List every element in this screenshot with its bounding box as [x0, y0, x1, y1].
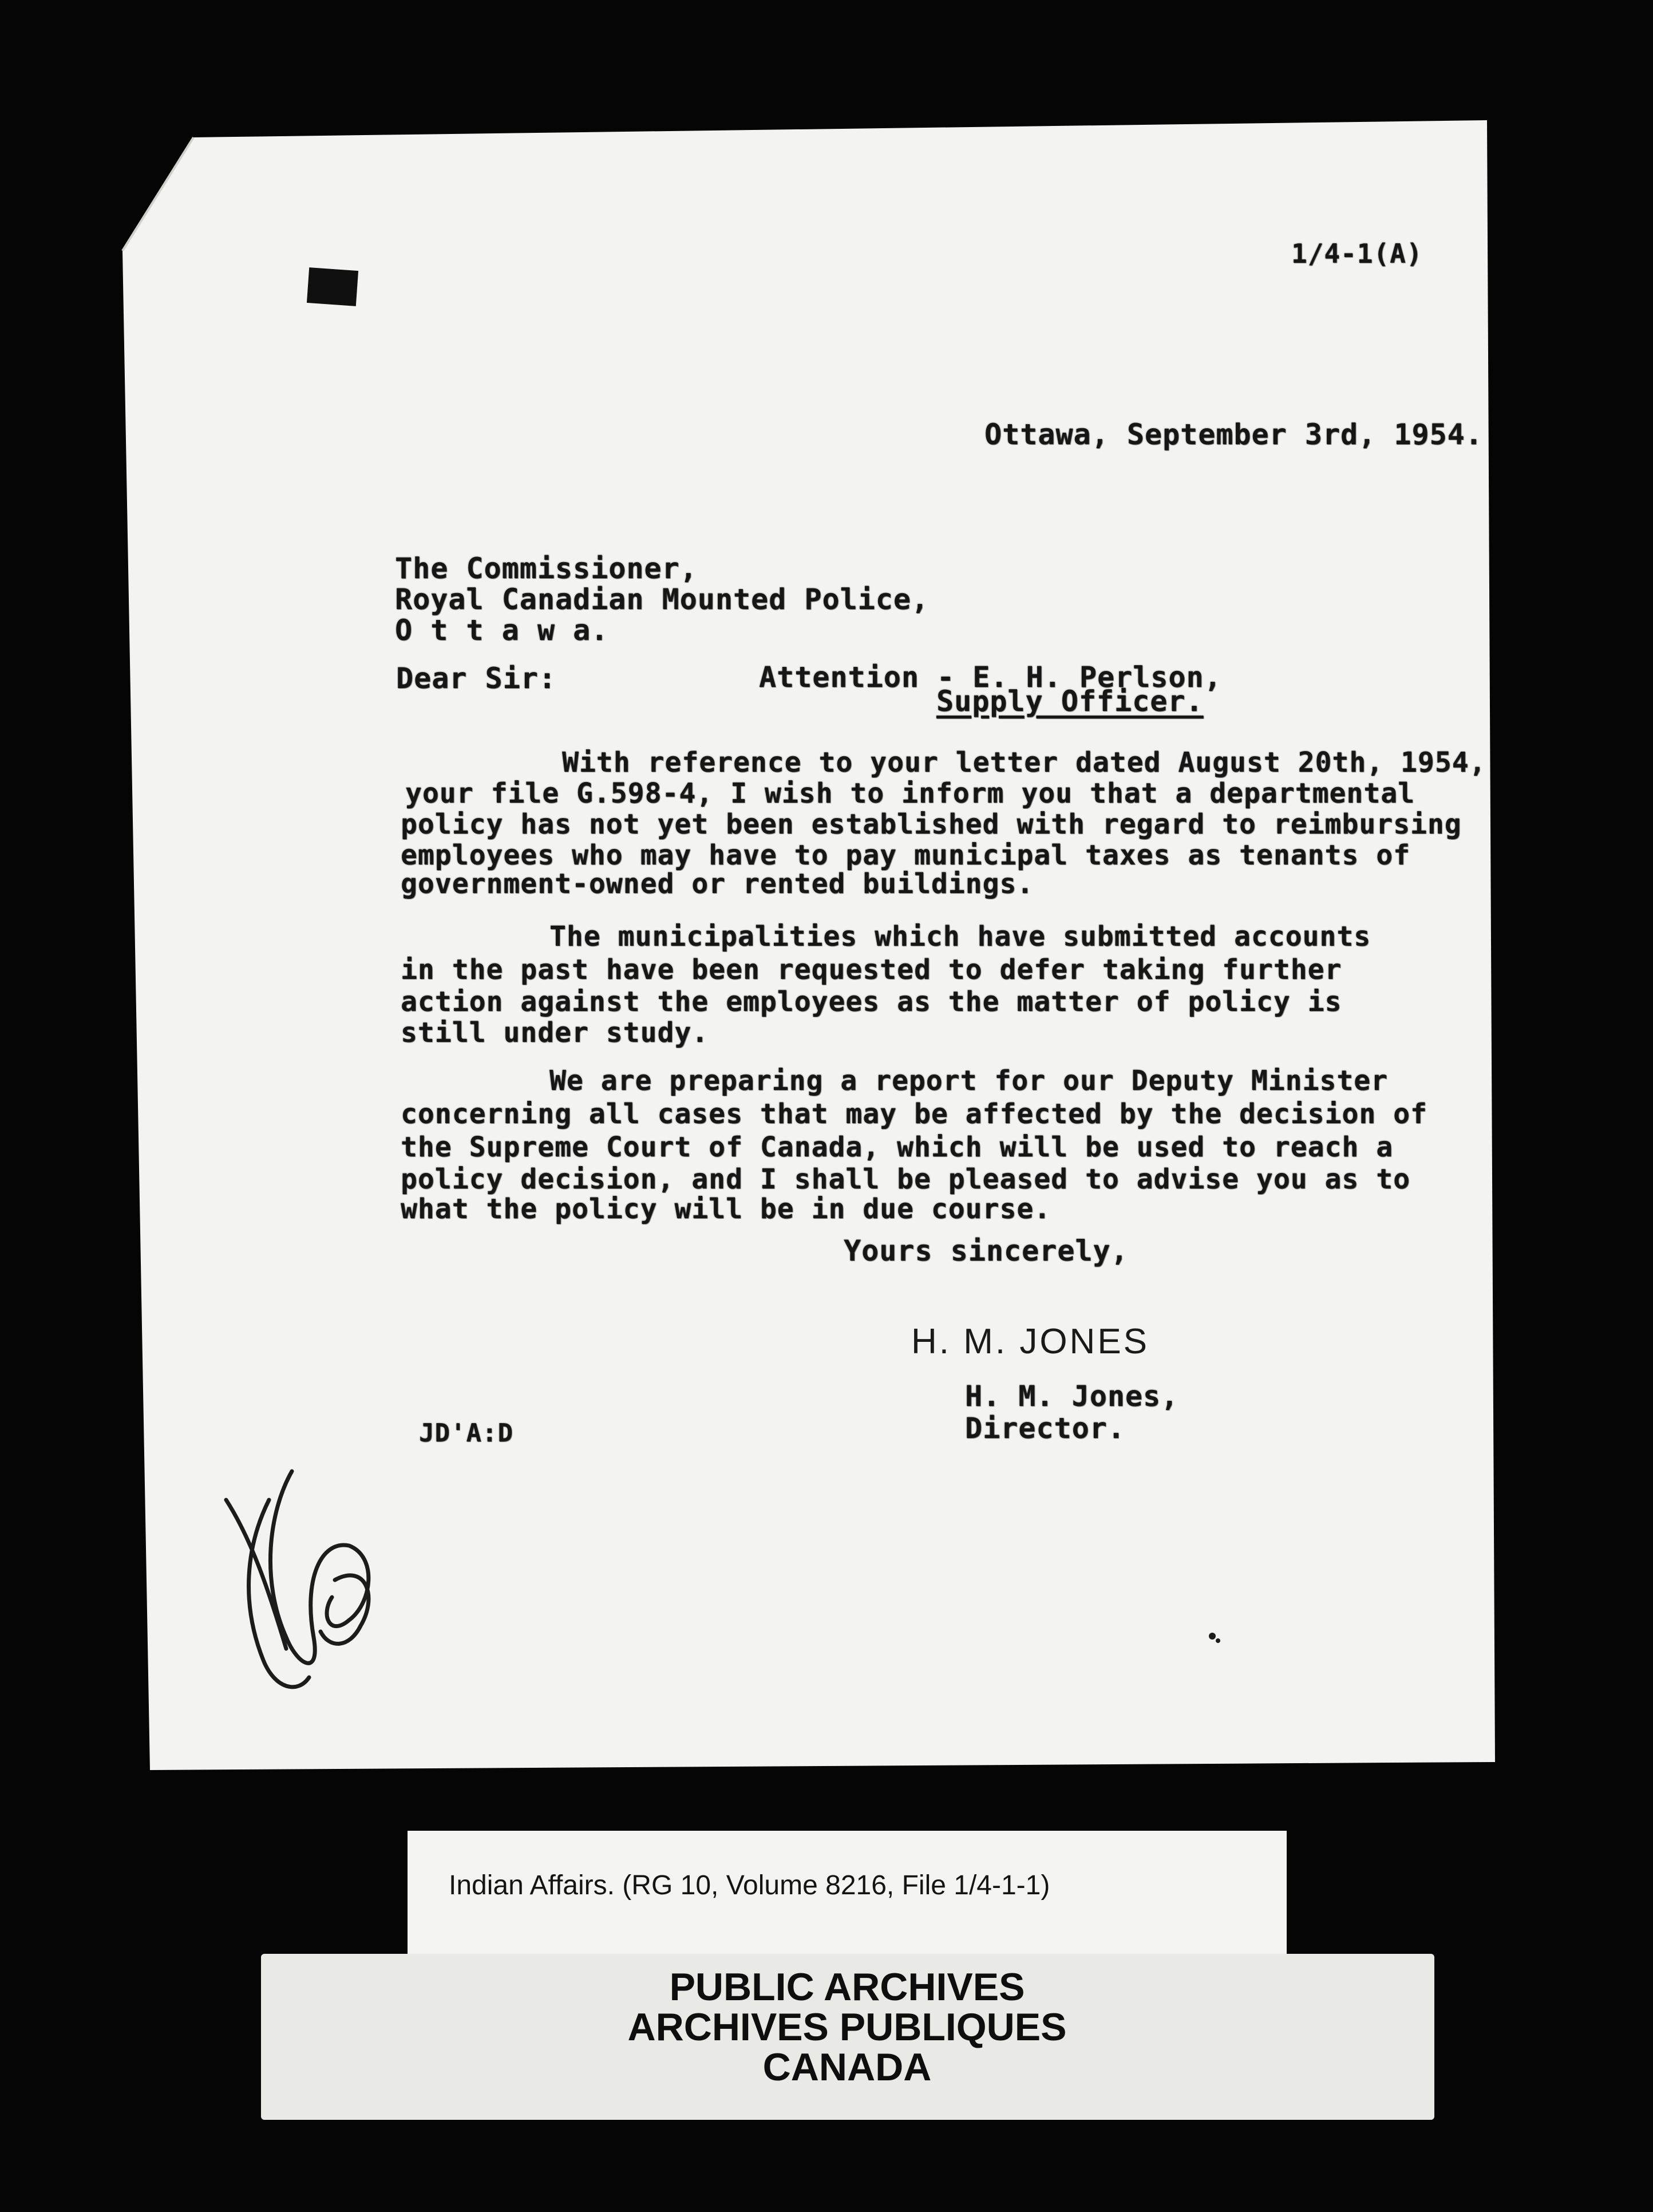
- closing: Yours sincerely,: [844, 1234, 1129, 1267]
- archives-line: ARCHIVES PUBLIQUES: [627, 2005, 1067, 2049]
- paragraph-line: policy decision, and I shall be pleased to advise you as to: [401, 1163, 1411, 1195]
- typist-initials: JD'A:D: [419, 1419, 513, 1448]
- citation-text: Indian Affairs. (RG 10, Volume 8216, File 1/4-1-1): [449, 1870, 1050, 1901]
- paragraph-line: the Supreme Court of Canada, which will be used to reach a: [401, 1131, 1394, 1163]
- attention-line: Attention - E. H. Perlson,: [759, 661, 1222, 694]
- paragraph-line: We are preparing a report for our Deputy Minister: [549, 1065, 1389, 1097]
- paragraph-line: action against the employees as the matter of policy is: [401, 986, 1342, 1018]
- archives-line: PUBLIC ARCHIVES: [669, 1965, 1025, 2009]
- paragraph-line: concerning all cases that may be affected by the decision of: [401, 1098, 1427, 1130]
- paragraph-line: in the past have been requested to defer taking further: [401, 954, 1342, 986]
- paragraph-line: The municipalities which have submitted accounts: [549, 921, 1371, 953]
- salutation: Dear Sir:: [396, 662, 556, 695]
- addressee-line: O t t a w a.: [395, 614, 609, 647]
- paragraph-line: what the policy will be in due course.: [401, 1193, 1051, 1225]
- file-reference: 1/4-1(A): [1291, 238, 1423, 269]
- stamped-signature: H. M. JONES: [911, 1322, 1150, 1361]
- addressee-line: The Commissioner,: [395, 552, 698, 585]
- paragraph-line: government-owned or rented buildings.: [401, 868, 1034, 900]
- paragraph-line: policy has not yet been established with regard to reimbursing: [401, 808, 1462, 840]
- paragraph-line: employees who may have to pay municipal taxes as tenants of: [401, 839, 1411, 871]
- black-tab-mark: [307, 267, 358, 306]
- date-line: Ottawa, September 3rd, 1954.: [984, 418, 1483, 451]
- paragraph-line: still under study.: [401, 1017, 709, 1049]
- attention-title: Supply Officer.: [936, 685, 1204, 718]
- paragraph-line: With reference to your letter dated August 20th, 1954,: [562, 746, 1486, 779]
- addressee-line: Royal Canadian Mounted Police,: [395, 583, 930, 616]
- archives-line: CANADA: [762, 2045, 932, 2089]
- paragraph-line: your file G.598-4, I wish to inform you that a departmental: [405, 777, 1415, 809]
- signatory-name: H. M. Jones,: [965, 1380, 1179, 1413]
- signatory-title: Director.: [965, 1412, 1125, 1445]
